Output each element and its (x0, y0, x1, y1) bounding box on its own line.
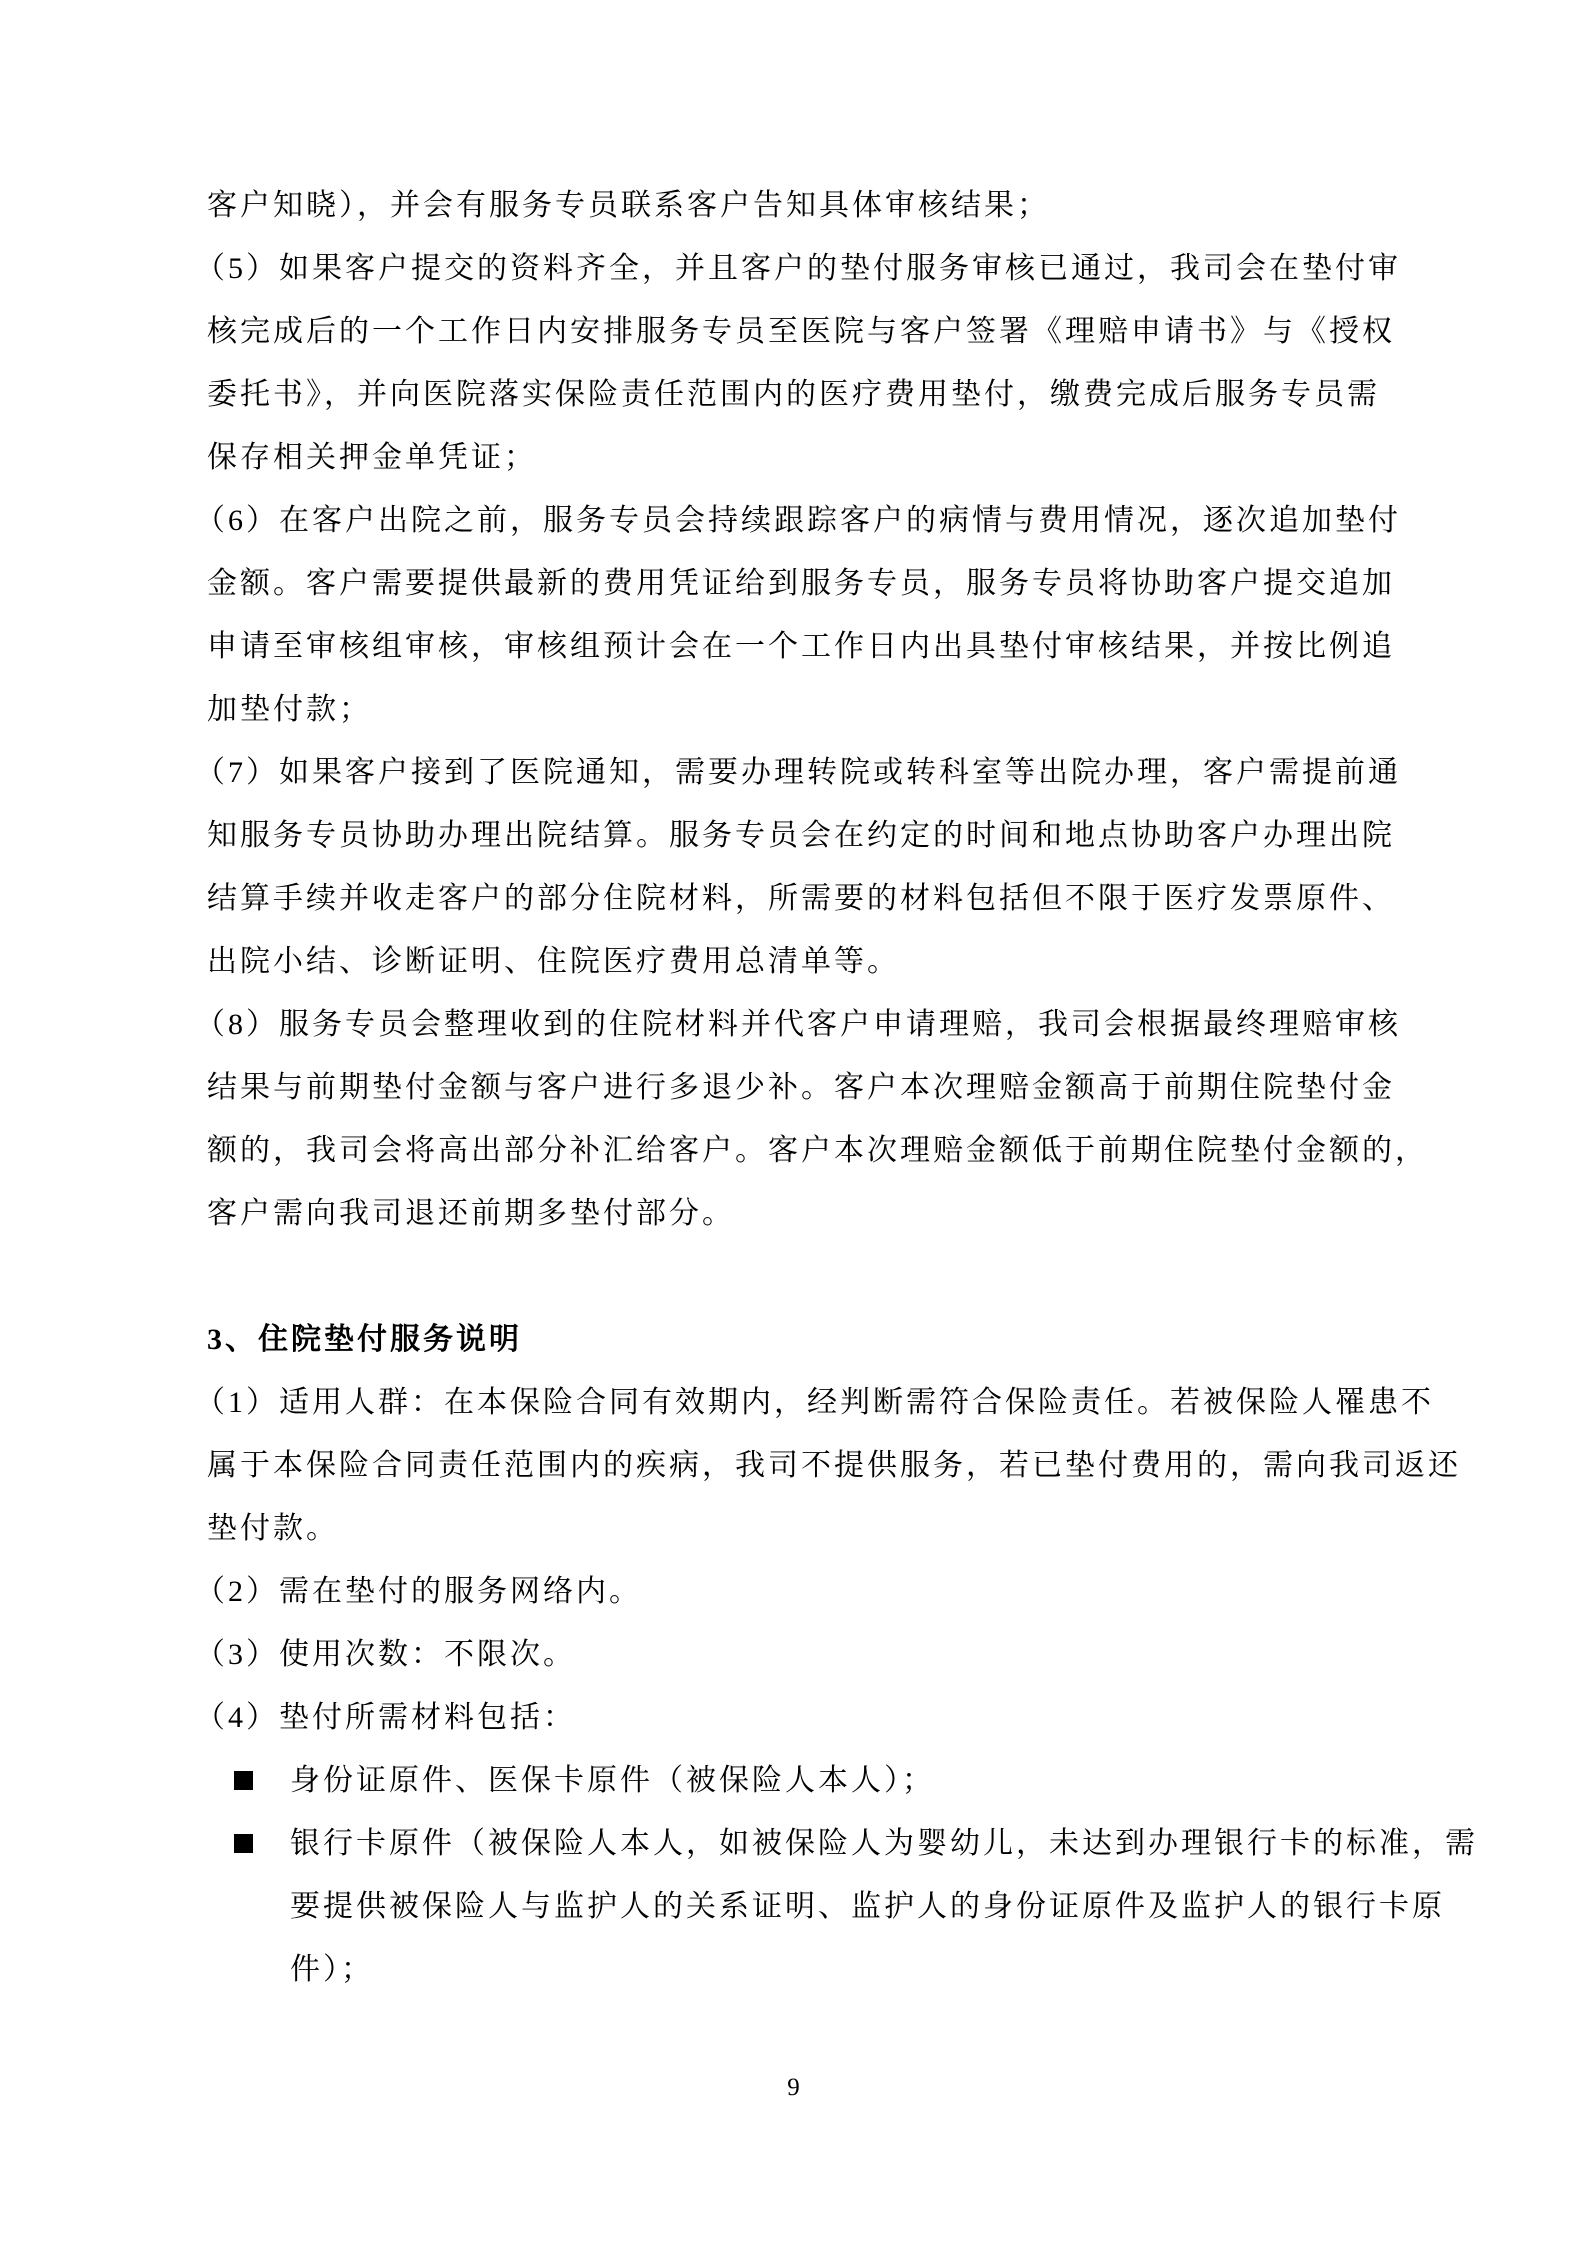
line-text: 身份证原件、医保卡原件（被保险人本人）； (290, 1764, 935, 1797)
text-line (207, 867, 1393, 930)
text-line (207, 615, 1393, 678)
text-line (207, 1119, 1428, 1182)
line-text: （6）在客户出院之前，服务专员会持续跟踪客户的病情与费用情况，逐次追加垫付 (195, 504, 1401, 537)
line-text: 要提供被保险人与监护人的关系证明、监护人的身份证原件及监护人的银行卡原 (290, 1890, 1445, 1923)
text-line (207, 1182, 1393, 1245)
text-line (195, 1560, 1393, 1623)
text-line (195, 993, 1401, 1056)
section-heading (207, 1308, 1393, 1371)
bullet-square-icon (234, 1834, 253, 1853)
line-text: 垫付款。 (207, 1512, 339, 1545)
line-text: 出院小结、诊断证明、住院医疗费用总清单等。 (207, 945, 900, 978)
line-text: 件）； (290, 1953, 374, 1986)
text-line (207, 300, 1393, 363)
line-text: 委托书》，并向医院落实保险责任范围内的医疗费用垫付，缴费完成后服务专员需 (207, 378, 1380, 411)
line-text: 结算手续并收走客户的部分住院材料，所需要的材料包括但不限于医疗发票原件、 (207, 882, 1395, 915)
line-text: （8）服务专员会整理收到的住院材料并代客户申请理赔，我司会根据最终理赔审核 (195, 1008, 1401, 1041)
line-text: 客户需向我司退还前期多垫付部分。 (207, 1197, 735, 1230)
text-line (207, 804, 1393, 867)
bullet-item (207, 1938, 1393, 2001)
document-body (195, 174, 1478, 2001)
line-text: （7）如果客户接到了医院通知，需要办理转院或转科室等出院办理，客户需提前通 (195, 756, 1401, 789)
text-line (207, 1497, 1393, 1560)
line-text: （4）垫付所需材料包括： (195, 1701, 576, 1734)
bullet-square-icon (234, 1771, 253, 1790)
text-line (195, 741, 1401, 804)
line-text: 保存相关押金单凭证； (207, 441, 537, 474)
line-text: 结果与前期垫付金额与客户进行多退少补。客户本次理赔金额高于前期住院垫付金 (207, 1071, 1395, 1104)
text-line (207, 426, 1393, 489)
text-line (207, 1434, 1461, 1497)
line-text: （5）如果客户提交的资料齐全，并且客户的垫付服务审核已通过，我司会在垫付审 (195, 252, 1401, 285)
line-text: （1）适用人群：在本保险合同有效期内，经判断需符合保险责任。若被保险人罹患不 (195, 1386, 1434, 1419)
line-text: 额的，我司会将高出部分补汇给客户。客户本次理赔金额低于前期住院垫付金额的， (207, 1134, 1428, 1167)
line-text: 金额。客户需要提供最新的费用凭证给到服务专员，服务专员将协助客户提交追加 (207, 567, 1395, 600)
text-line (195, 489, 1401, 552)
line-text: 加垫付款； (207, 693, 372, 726)
bullet-item (207, 1749, 1393, 1812)
text-line (207, 678, 1393, 741)
text-line (195, 1686, 1393, 1749)
line-text: （2）需在垫付的服务网络内。 (195, 1575, 642, 1608)
line-text: 3、住院垫付服务说明 (207, 1323, 522, 1356)
line-text: 银行卡原件（被保险人本人，如被保险人为婴幼儿，未达到办理银行卡的标准，需 (290, 1827, 1478, 1860)
text-line (207, 930, 1393, 993)
page-number: 9 (787, 2074, 800, 2101)
text-line (207, 1056, 1393, 1119)
line-text: （3）使用次数：不限次。 (195, 1638, 576, 1671)
text-line (195, 237, 1401, 300)
blank-line (207, 1245, 1393, 1308)
text-line (195, 1623, 1393, 1686)
text-line (207, 174, 1393, 237)
line-text: 知服务专员协助办理出院结算。服务专员会在约定的时间和地点协助客户办理出院 (207, 819, 1395, 852)
text-line (207, 552, 1393, 615)
bullet-item (207, 1875, 1445, 1938)
text-line (207, 363, 1393, 426)
line-text: 属于本保险合同责任范围内的疾病，我司不提供服务，若已垫付费用的，需向我司返还 (207, 1449, 1461, 1482)
text-line (195, 1371, 1434, 1434)
line-text: 申请至审核组审核，审核组预计会在一个工作日内出具垫付审核结果，并按比例追 (207, 630, 1395, 663)
line-text: 核完成后的一个工作日内安排服务专员至医院与客户签署《理赔申请书》与《授权 (207, 315, 1395, 348)
line-text: 客户知晓），并会有服务专员联系客户告知具体审核结果； (207, 189, 1050, 222)
bullet-item (207, 1812, 1478, 1875)
